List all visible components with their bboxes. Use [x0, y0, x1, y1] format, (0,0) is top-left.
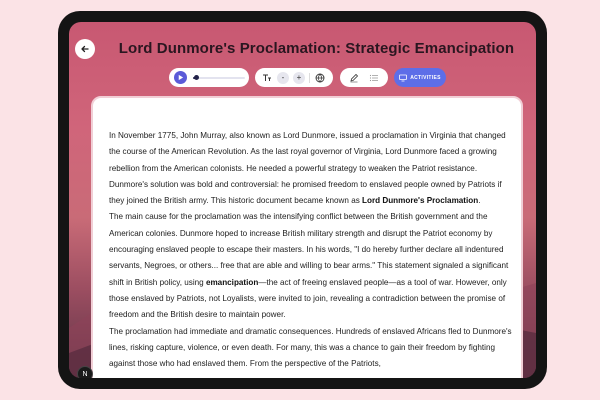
article-body	[109, 128, 515, 372]
play-button[interactable]	[174, 71, 187, 84]
bold-term: emancipation	[205, 277, 259, 287]
activities-label: ACTIVITIES	[410, 74, 441, 81]
pen-icon[interactable]	[348, 72, 360, 84]
paragraph-text: —the act of freeing enslaved people—as a tool of war. However, only those enslaved by Patriots, not Loyalists, were invited to join, revealing a contradiction between the promise of freedom and the British desire to maintain power.	[109, 277, 507, 320]
page-title: Lord Dunmore's Proclamation: Strategic Emancipation	[118, 40, 515, 57]
audio-progress-knob[interactable]	[194, 75, 199, 80]
paragraph-2	[109, 209, 515, 323]
paragraph-text: The main cause for the proclamation was the intensifying conflict between the British government and the American colonies. Dunmore hoped to increase British military strength and disrupt the Patriot economy by encouraging enslaved people to escape their masters. In his words, "I do hereby further declare all indentured servants, Negroes, or others... free that are able and willing to bear arms." This statement signaled a significant shift in British policy, using	[109, 212, 509, 287]
paragraph-text: In November 1775, John Murray, also known as Lord Dunmore, issued a proclamation in Virginia that changed the course of the American Revolution. As the last royal governor of Virginia, Lord Dunmore faced a growing rebellion from the American colonists. He needed a powerful strategy to weaken the Patriot resistance. Dunmore's solution was bold and controversial: he promised freedom to enslaved people owned by Patriots if they joined the British army. This historic document became known as	[109, 131, 506, 206]
audio-progress-bar[interactable]	[193, 77, 245, 79]
back-button[interactable]	[75, 39, 95, 59]
n-badge[interactable]: N	[77, 366, 93, 378]
arrow-left-icon	[80, 44, 90, 54]
text-controls	[255, 68, 333, 87]
article-card	[91, 96, 523, 378]
paragraph-1	[109, 128, 515, 209]
tool-controls	[340, 68, 388, 87]
monitor-icon	[399, 74, 407, 82]
bold-term: Lord Dunmore's Proclamation	[362, 196, 479, 206]
paragraph-text: .	[478, 196, 481, 206]
list-icon[interactable]	[368, 72, 380, 84]
increase-text-button[interactable]: +	[293, 72, 305, 84]
globe-icon[interactable]	[314, 72, 326, 84]
paragraph-3	[109, 324, 515, 373]
text-size-icon[interactable]	[261, 72, 273, 84]
divider	[309, 73, 310, 83]
toolbar	[69, 68, 536, 88]
decrease-text-button[interactable]: -	[277, 72, 289, 84]
activities-button[interactable]	[394, 68, 446, 87]
audio-player	[169, 68, 249, 87]
app-screen	[69, 22, 536, 378]
paragraph-text: The proclamation had immediate and dramatic consequences. Hundreds of enslaved Africans fled to Dunmore's lines, risking capture, violence, or even death. For many, this was a chance to gain their freedom by fighting against those who had enslaved them. From the perspective of the Patriots,	[109, 326, 512, 369]
tablet-frame	[58, 11, 547, 389]
play-icon	[177, 74, 184, 81]
